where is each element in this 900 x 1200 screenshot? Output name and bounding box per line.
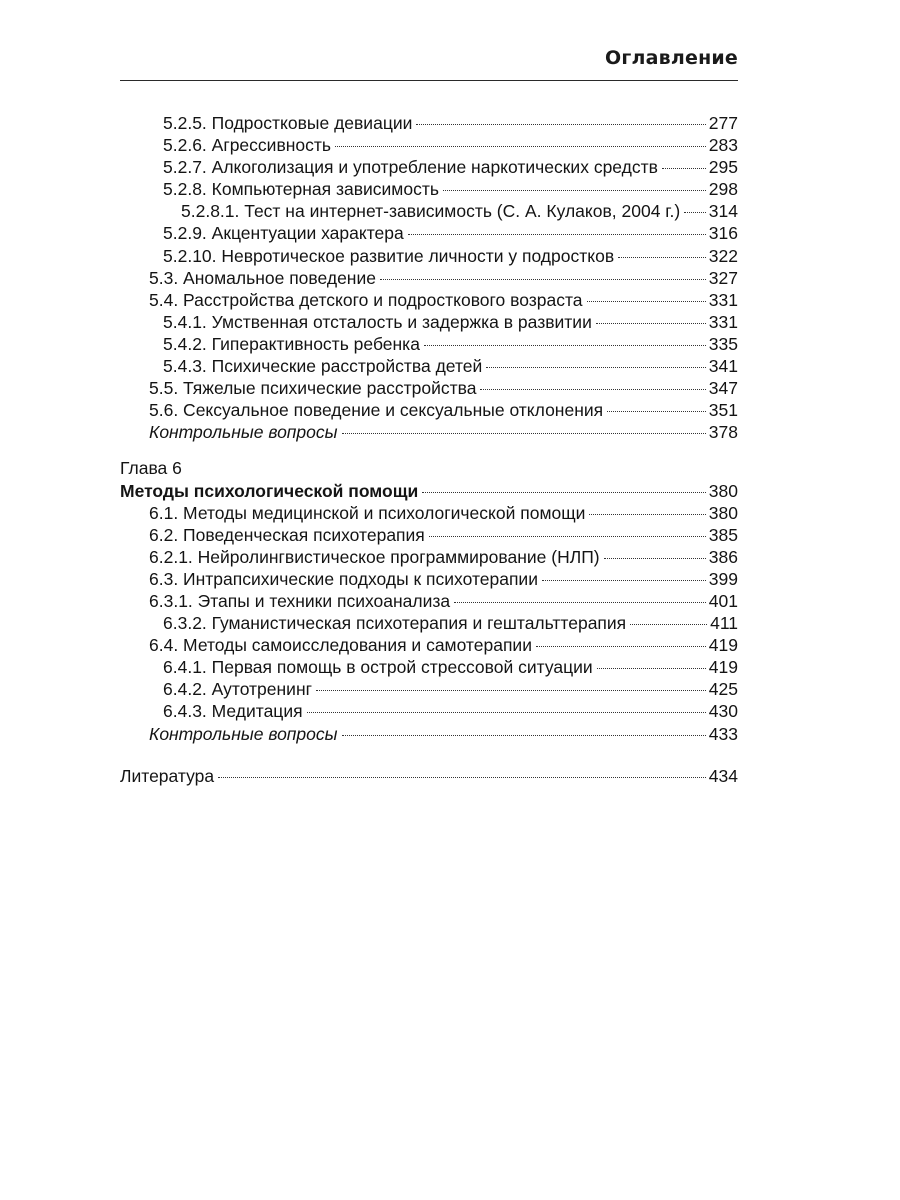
toc-entry <box>0 222 900 244</box>
dot-leader <box>380 279 706 280</box>
toc-entry <box>0 200 900 222</box>
toc-entry-page-number: 386 <box>708 546 738 567</box>
toc-entry-title: 5.2.8. Компьютерная зависимость <box>163 179 439 200</box>
toc-entry-title: Контрольные вопросы <box>149 723 338 744</box>
toc-entry <box>0 700 900 722</box>
dot-leader <box>662 168 706 169</box>
toc-entry-line <box>163 612 738 634</box>
toc-entry <box>0 156 900 178</box>
toc-entry <box>0 524 900 546</box>
dot-leader <box>604 558 706 559</box>
toc-entry-page-number: 419 <box>708 657 738 678</box>
toc-entry-line <box>149 267 738 289</box>
toc-entry-line <box>163 678 738 700</box>
toc-entry-line <box>163 134 738 156</box>
toc-entry <box>0 245 900 267</box>
toc-entry-title: 5.2.5. Подростковые девиации <box>163 113 413 133</box>
toc-entry <box>0 421 900 443</box>
dot-leader <box>486 367 706 368</box>
toc-entry <box>0 546 900 568</box>
toc-entry-page-number: 283 <box>708 135 738 156</box>
dot-leader <box>597 668 706 669</box>
toc-entry-page-number: 298 <box>708 179 738 200</box>
toc-entry <box>0 612 900 634</box>
dot-leader <box>218 777 706 778</box>
toc-entry-page-number: 401 <box>708 590 738 611</box>
toc-entry-title: 6.4.2. Аутотренинг <box>163 679 313 700</box>
toc-entry-title: 6.1. Методы медицинской и психологической помощи <box>149 502 586 523</box>
toc-entry <box>0 311 900 333</box>
toc-entry <box>0 112 900 134</box>
page-header-title: Оглавление <box>605 47 738 69</box>
toc-entry-line <box>149 524 738 546</box>
dot-leader <box>454 602 706 603</box>
toc-entry-page-number: 351 <box>708 400 738 421</box>
toc-entry-page-number: 277 <box>708 113 738 133</box>
toc-entry-title: 5.4.3. Психические расстройства детей <box>163 356 483 377</box>
toc-entry-line <box>149 590 738 612</box>
section-gap <box>0 443 900 457</box>
toc-entry-title: 5.2.9. Акцентуации характера <box>163 223 404 244</box>
toc-entry-page-number: 331 <box>708 311 738 332</box>
toc-entry-line <box>163 222 738 244</box>
dot-leader <box>408 234 706 235</box>
toc-entry-page-number: 419 <box>708 635 738 656</box>
toc-entry <box>0 134 900 156</box>
toc-entry-page-number: 380 <box>708 480 738 501</box>
dot-leader <box>618 257 706 258</box>
toc-entry-title: 5.5. Тяжелые психические расстройства <box>149 378 477 399</box>
toc-entry-page-number: 327 <box>708 267 738 288</box>
toc-entry <box>0 568 900 590</box>
toc-entry <box>0 678 900 700</box>
toc-entry-line <box>163 355 738 377</box>
toc-entry-title: 6.3.1. Этапы и техники психоанализа <box>149 590 451 611</box>
dot-leader <box>684 212 706 213</box>
toc-entry-page-number: 341 <box>708 356 738 377</box>
toc-entry <box>0 399 900 421</box>
toc-entry-page-number: 314 <box>708 201 738 222</box>
toc-entry <box>0 723 900 745</box>
dot-leader <box>429 536 706 537</box>
toc-entry-line <box>149 634 738 656</box>
toc-entry <box>0 590 900 612</box>
toc-entry-title: 5.4.1. Умственная отсталость и задержка в развитии <box>163 311 592 332</box>
section-gap <box>0 745 900 765</box>
toc-entry <box>0 502 900 524</box>
toc-entry-line <box>163 700 738 722</box>
toc-section-chapter5 <box>0 112 900 443</box>
toc-entry-page-number: 316 <box>708 223 738 244</box>
toc-entry-title: 6.3. Интрапсихические подходы к психотерапии <box>149 568 538 589</box>
toc-entry-line <box>163 156 738 178</box>
toc-entry-line <box>149 377 738 399</box>
toc-entry-page-number: 434 <box>708 765 738 786</box>
toc-entry-title: Литература <box>120 765 215 786</box>
header-rule <box>120 80 738 81</box>
toc-entry-line <box>163 311 738 333</box>
toc-entry-page-number: 425 <box>708 679 738 700</box>
toc-entry-line <box>149 399 738 421</box>
toc-section-chapter6 <box>0 480 900 745</box>
toc-entry-page-number: 411 <box>710 613 738 634</box>
toc-entry <box>0 267 900 289</box>
toc-entry-line <box>163 112 738 134</box>
dot-leader <box>630 624 707 625</box>
toc-entry-page-number: 378 <box>708 422 738 443</box>
dot-leader <box>342 433 706 434</box>
toc-entry-title: 5.2.10. Невротическое развитие личности у подростков <box>163 245 615 266</box>
dot-leader <box>422 492 706 493</box>
toc-entry-title: 6.2.1. Нейролингвистическое программирование (НЛП) <box>149 546 600 567</box>
toc-entry-line <box>120 765 738 787</box>
toc-entry <box>0 178 900 200</box>
dot-leader <box>335 146 706 147</box>
dot-leader <box>424 345 706 346</box>
dot-leader <box>480 389 705 390</box>
toc-entry-title: 6.4.1. Первая помощь в острой стрессовой ситуации <box>163 657 593 678</box>
toc-entry <box>0 656 900 678</box>
toc-entry-title: 5.2.6. Агрессивность <box>163 135 332 156</box>
toc-entry-line <box>149 723 738 745</box>
dot-leader <box>607 411 706 412</box>
toc-entry-page-number: 335 <box>708 333 738 354</box>
dot-leader <box>416 124 705 125</box>
toc-entry-title: Контрольные вопросы <box>149 422 338 443</box>
chapter-label: Глава 6 <box>120 458 182 479</box>
toc-entry <box>0 355 900 377</box>
dot-leader <box>589 514 705 515</box>
toc-section-references <box>0 765 900 787</box>
toc-entry-page-number: 433 <box>708 723 738 744</box>
toc-entry-page-number: 322 <box>708 245 738 266</box>
toc-entry-title: 5.6. Сексуальное поведение и сексуальные отклонения <box>149 400 604 421</box>
toc-entry-title: 5.2.8.1. Тест на интернет-зависимость (С. А. Кулаков, 2004 г.) <box>181 201 681 222</box>
toc-entry-line <box>149 546 738 568</box>
toc-entry-title: 5.4.2. Гиперактивность ребенка <box>163 333 420 354</box>
dot-leader <box>536 646 706 647</box>
dot-leader <box>587 301 706 302</box>
toc-entry-line <box>149 289 738 311</box>
toc-entry-line <box>181 200 738 222</box>
toc-entry-page-number: 380 <box>708 502 738 523</box>
toc-entry-title: 6.2. Поведенческая психотерапия <box>149 524 425 545</box>
toc-entry-page-number: 331 <box>708 289 738 310</box>
toc-entry-page-number: 430 <box>708 701 738 722</box>
toc-entry <box>0 377 900 399</box>
toc-entry-page-number: 399 <box>708 568 738 589</box>
toc-entry <box>0 634 900 656</box>
dot-leader <box>443 190 706 191</box>
chapter-label-row <box>0 457 900 479</box>
toc-entry-title: Методы психологической помощи <box>120 480 419 501</box>
dot-leader <box>342 735 706 736</box>
toc-entry-page-number: 295 <box>708 157 738 178</box>
toc-entry-line <box>149 421 738 443</box>
dot-leader <box>542 580 706 581</box>
toc-entry <box>0 289 900 311</box>
toc-entry-title: 5.2.7. Алкоголизация и употребление наркотических средств <box>163 157 658 178</box>
toc-entry-title: 6.4. Методы самоисследования и самотерапии <box>149 635 532 656</box>
dot-leader <box>316 690 706 691</box>
toc-entry-line <box>163 178 738 200</box>
toc-entry-line <box>120 480 738 502</box>
toc-entry-page-number: 385 <box>708 524 738 545</box>
dot-leader <box>596 323 706 324</box>
toc-entry-page-number: 347 <box>708 378 738 399</box>
dot-leader <box>307 712 706 713</box>
toc-entry-line <box>163 333 738 355</box>
toc-entry-title: 6.4.3. Медитация <box>163 701 303 722</box>
toc-entry-title: 5.3. Аномальное поведение <box>149 267 376 288</box>
table-of-contents <box>0 112 900 787</box>
toc-entry-title: 6.3.2. Гуманистическая психотерапия и гештальттерапия <box>163 613 627 634</box>
toc-entry-line <box>163 656 738 678</box>
toc-entry <box>0 333 900 355</box>
toc-entry <box>0 765 900 787</box>
toc-entry-line <box>149 502 738 524</box>
toc-entry-line <box>163 245 738 267</box>
toc-entry-line <box>149 568 738 590</box>
toc-entry-title: 5.4. Расстройства детского и подросткового возраста <box>149 289 583 310</box>
toc-entry <box>0 480 900 502</box>
